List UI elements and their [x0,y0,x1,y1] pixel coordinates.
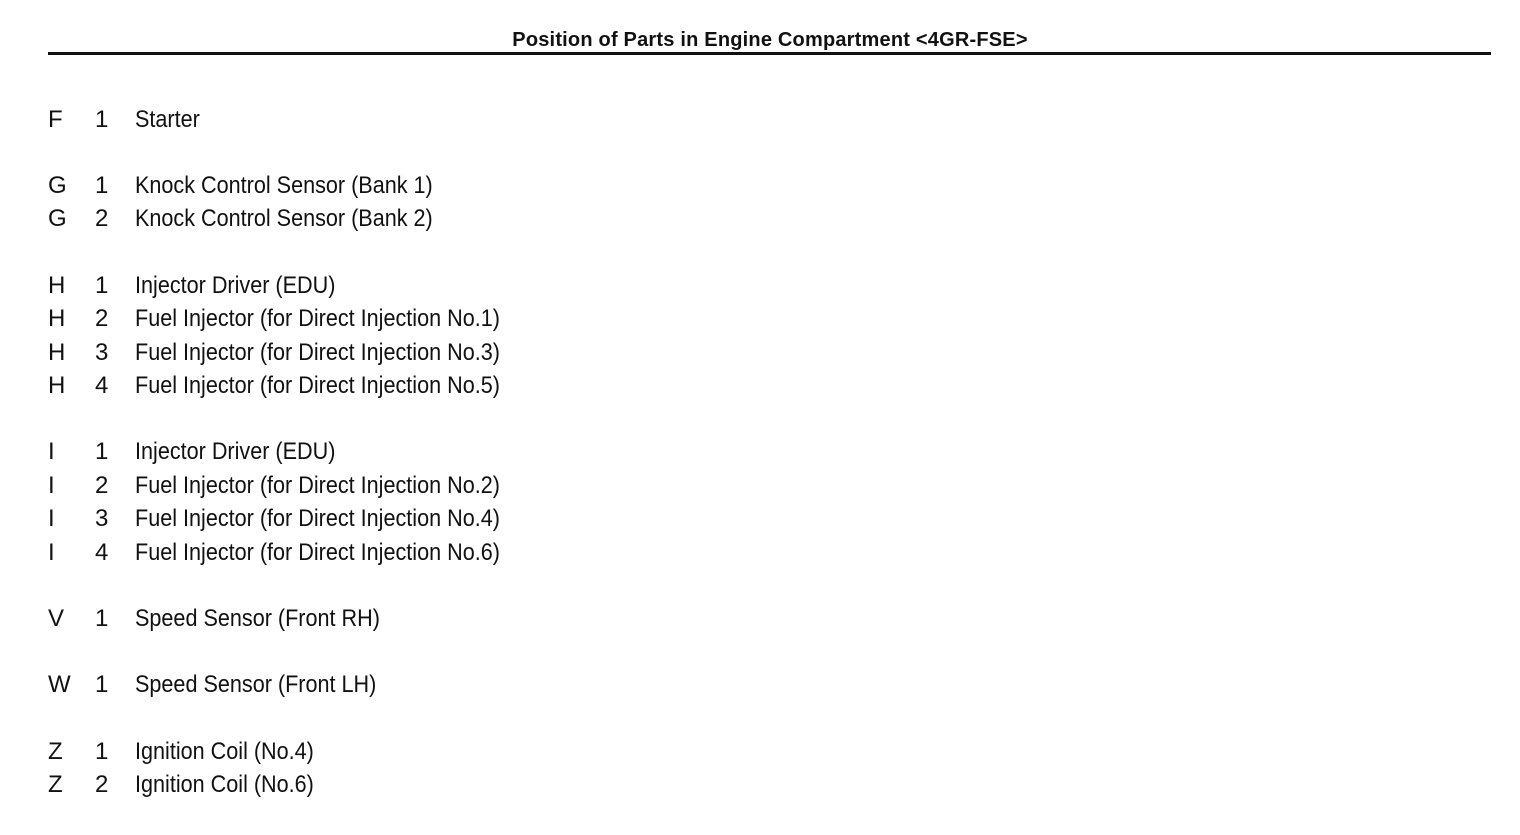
part-row [48,469,948,502]
part-description: Fuel Injector (for Direct Injection No.6) [135,538,500,566]
part-row [48,169,948,202]
parts-list [48,103,948,835]
part-number: 2 [95,771,109,799]
part-description: Knock Control Sensor (Bank 2) [135,205,433,233]
parts-group-v [48,602,948,635]
parts-group-f [48,103,948,136]
parts-group-w [48,669,948,702]
part-code: F [48,105,63,133]
part-number: 1 [95,737,109,765]
part-number: 4 [95,372,109,400]
part-description: Fuel Injector (for Direct Injection No.2) [135,471,500,499]
part-row [48,203,948,236]
part-code: H [48,372,66,400]
part-row [48,303,948,336]
part-description: Knock Control Sensor (Bank 1) [135,172,433,200]
part-row [48,269,948,302]
part-code: Z [48,737,63,765]
part-row [48,103,948,136]
part-row [48,436,948,469]
parts-group-z [48,735,948,802]
title-underline [48,52,1491,55]
part-description: Fuel Injector (for Direct Injection No.5) [135,372,500,400]
part-description: Ignition Coil (No.6) [135,771,314,799]
part-row [48,669,948,702]
part-code: G [48,205,67,233]
part-row [48,768,948,801]
part-number: 1 [95,172,109,200]
part-description: Fuel Injector (for Direct Injection No.4) [135,505,500,533]
part-description: Injector Driver (EDU) [135,438,336,466]
part-number: 4 [95,538,109,566]
page-title: Position of Parts in Engine Compartment <4GR-FSE> [512,29,1028,51]
part-number: 1 [95,438,109,466]
part-code: I [48,505,55,533]
part-row [48,735,948,768]
part-number: 3 [95,505,109,533]
part-code: V [48,604,65,632]
part-description: Starter [135,105,200,133]
part-description: Fuel Injector (for Direct Injection No.1) [135,305,500,333]
part-number: 1 [95,105,109,133]
part-code: I [48,538,55,566]
part-number: 1 [95,604,109,632]
part-code: H [48,271,66,299]
part-code: G [48,172,67,200]
part-row [48,336,948,369]
part-row [48,369,948,402]
part-description: Fuel Injector (for Direct Injection No.3) [135,338,500,366]
part-description: Speed Sensor (Front RH) [135,604,380,632]
part-number: 1 [95,271,109,299]
part-number: 1 [95,671,109,699]
parts-group-h [48,269,948,403]
part-number: 2 [95,471,109,499]
parts-group-g [48,169,948,236]
part-code: I [48,438,55,466]
part-number: 3 [95,338,109,366]
part-row [48,536,948,569]
part-description: Speed Sensor (Front LH) [135,671,377,699]
part-number: 2 [95,305,109,333]
part-code: Z [48,771,63,799]
part-number: 2 [95,205,109,233]
parts-group-i [48,436,948,570]
part-row [48,503,948,536]
part-description: Injector Driver (EDU) [135,271,336,299]
part-code: H [48,305,66,333]
part-code: W [48,671,71,699]
part-code: H [48,338,66,366]
part-row [48,602,948,635]
part-code: I [48,471,55,499]
part-description: Ignition Coil (No.4) [135,737,314,765]
